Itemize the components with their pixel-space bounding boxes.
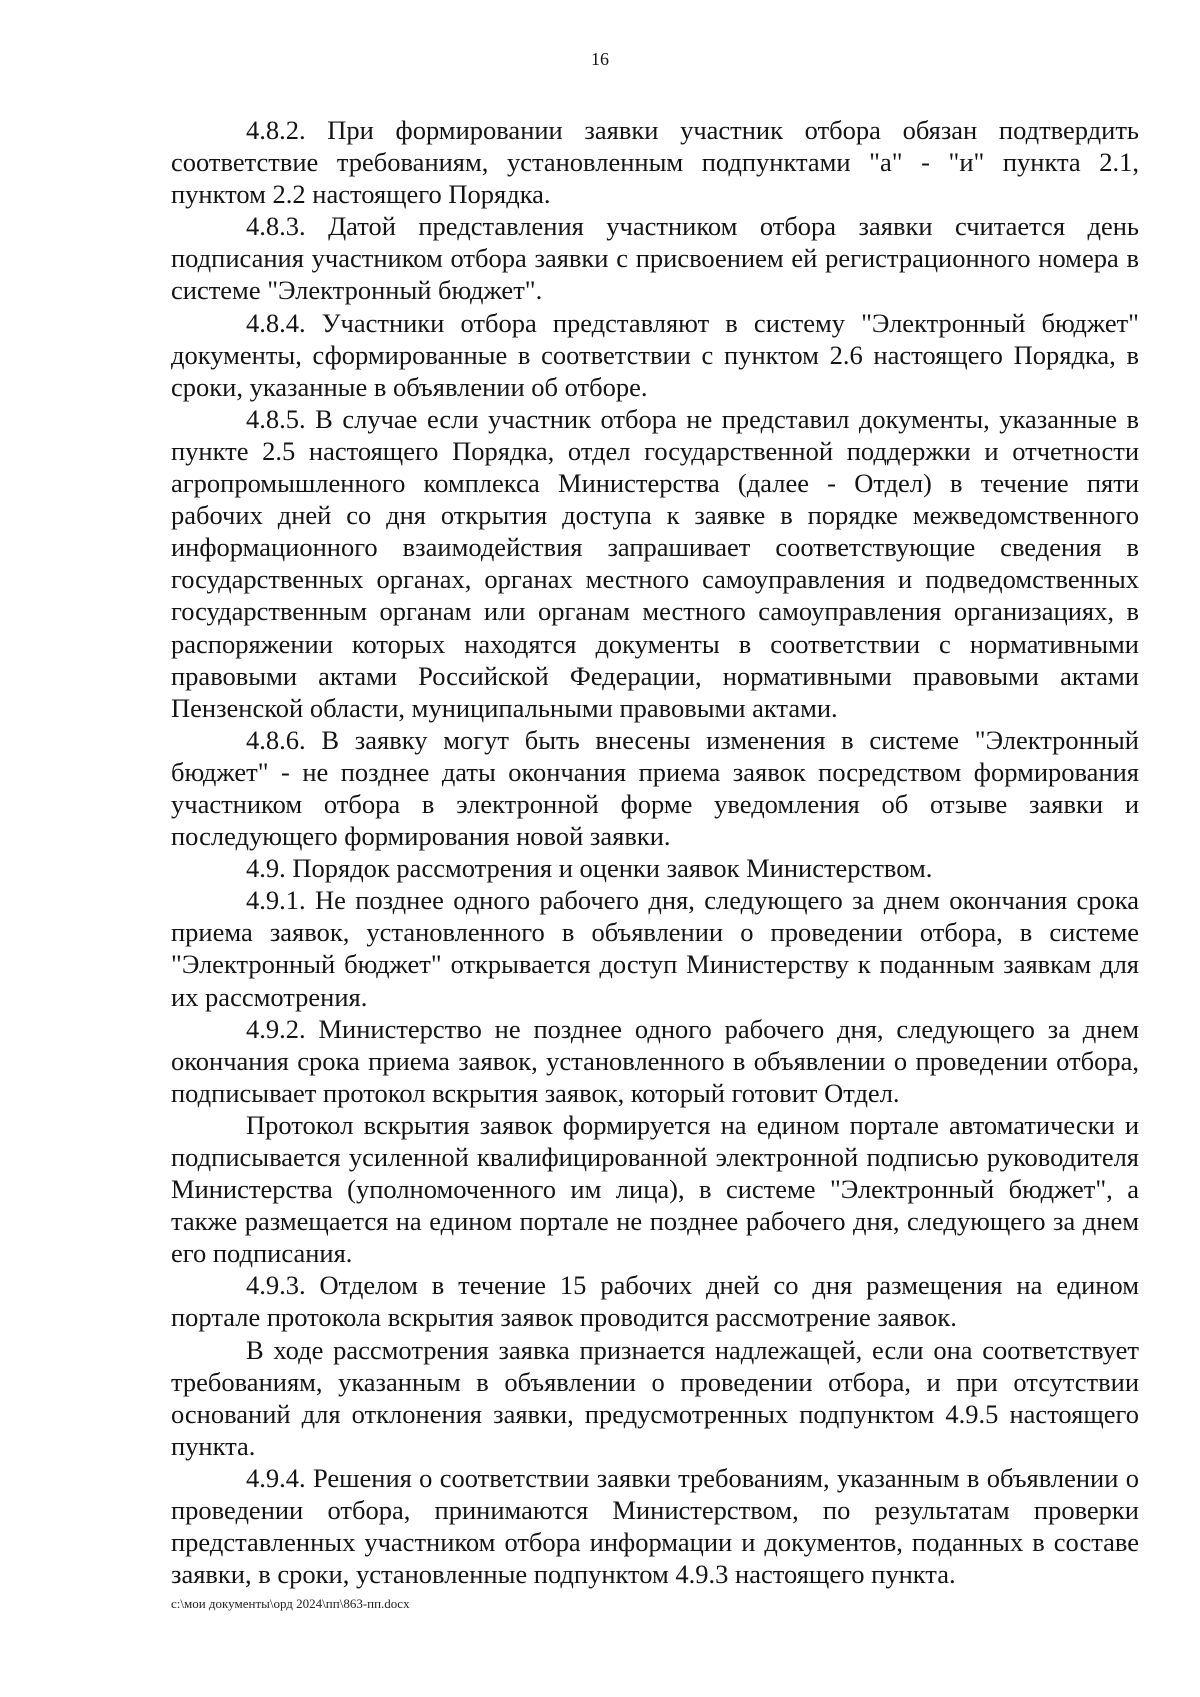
paragraph-protocol: Протокол вскрытия заявок формируется на едином портале автоматически и подписывается усиленной квалифицированной электронной подписью руководителя Министерства (уполномоченного им лица), в системе "Электронный бюджет", а также размещается на едином портале не позднее рабочего дня, следующего за днем его подписания. (171, 1109, 1139, 1269)
paragraph-4-9-4: 4.9.4. Решения о соответствии заявки требованиям, указанным в объявлении о проведении отбора, принимаются Министерством, по результатам проверки представленных участником отбора информации и документов, поданных в составе заявки, в сроки, установленные подпунктом 4.9.3 настоящего пункта. (171, 1462, 1139, 1590)
paragraph-review: В ходе рассмотрения заявка признается надлежащей, если она соответствует требованиям, указанным в объявлении о проведении отбора, и при отсутствии оснований для отклонения заявки, предусмотренных подпунктом 4.9.5 настоящего пункта. (171, 1334, 1139, 1461)
paragraph-4-9: 4.9. Порядок рассмотрения и оценки заявок Министерством. (246, 853, 933, 884)
footer-file-path: c:\мои документы\орд 2024\пп\863-пп.docx (171, 1596, 410, 1611)
paragraph-4-9-1: 4.9.1. Не позднее одного рабочего дня, следующего за днем окончания срока приема заявок, установленного в объявлении о проведении отбора, в системе "Электронный бюджет" открывается доступ Министерству к поданным заявкам для их рассмотрения. (171, 885, 1139, 1012)
paragraph-4-8-5: 4.8.5. В случае если участник отбора не представил документы, указанные в пункте 2.5 настоящего Порядка, отдел государственной поддержки и отчетности агропромышленного комплекса Министерства (далее - Отдел) в течение пяти рабочих дней со дня открытия доступа к заявке в порядке межведомственного информационного взаимодействия запрашивает соответствующие сведения в государственных органах, органах местного самоуправления и подведомственных государственным органам или органам местного самоуправления организациях, в распоряжении которых находятся документы в соответствии с нормативными правовыми актами Российской Федерации, нормативными правовыми актами Пензенской области, муниципальными правовыми актами. (171, 403, 1139, 723)
paragraph-4-9-3: 4.9.3. Отделом в течение 15 рабочих дней со дня размещения на едином портале протокола вскрытия заявок проводится рассмотрение заявок. (171, 1270, 1139, 1333)
paragraph-4-8-4: 4.8.4. Участники отбора представляют в систему "Электронный бюджет" документы, сформированные в соответствии с пунктом 2.6 настоящего Порядка, в сроки, указанные в объявлении об отборе. (171, 307, 1139, 402)
document-body (171, 114, 1139, 1590)
paragraph-4-8-2: 4.8.2. При формировании заявки участник отбора обязан подтвердить соответствие требованиям, установленным подпунктами "а" - "и" пункта 2.1, пунктом 2.2 настоящего Порядка. (171, 115, 1139, 210)
paragraph-4-8-6: 4.8.6. В заявку могут быть внесены изменения в системе "Электронный бюджет" - не позднее даты окончания приема заявок посредством формирования участником отбора в электронной форме уведомления об отзыве заявки и последующего формирования новой заявки. (171, 724, 1139, 852)
page-number: 16 (591, 49, 609, 69)
paragraph-4-9-2: 4.9.2. Министерство не позднее одного рабочего дня, следующего за днем окончания срока приема заявок, установленного в объявлении о проведении отбора, подписывает протокол вскрытия заявок, который готовит Отдел. (171, 1013, 1139, 1108)
paragraph-4-8-3: 4.8.3. Датой представления участником отбора заявки считается день подписания участником отбора заявки с присвоением ей регистрационного номера в системе "Электронный бюджет". (171, 211, 1139, 306)
